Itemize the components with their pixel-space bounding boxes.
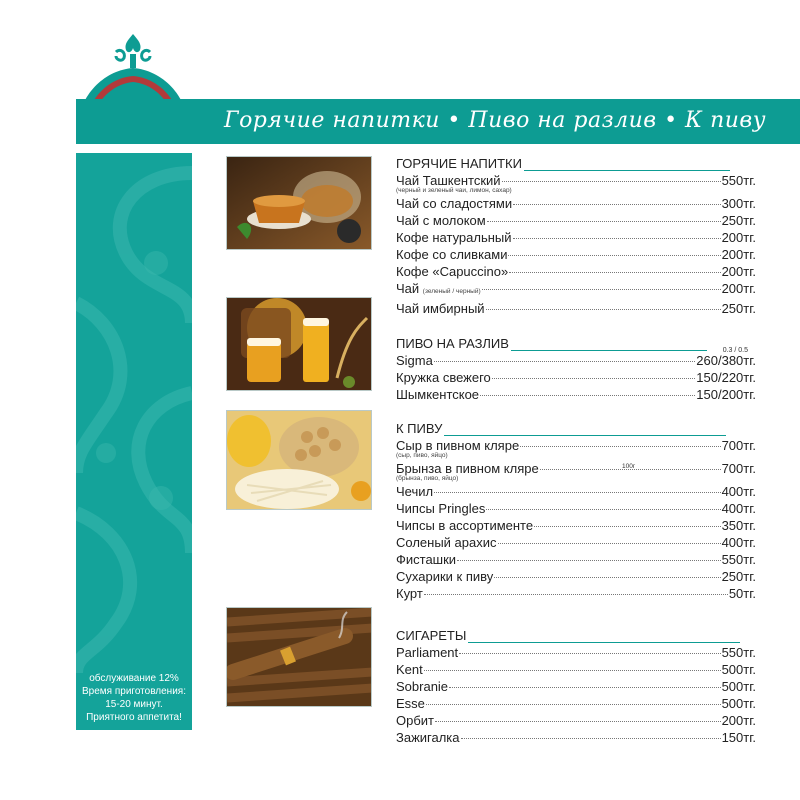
menu-item: Сыр в пивном кляре 700тг. bbox=[396, 438, 756, 453]
menu-item: Сухарики к пиву 250тг. bbox=[396, 569, 756, 584]
menu-item: Чечил 400тг. bbox=[396, 484, 756, 499]
menu-item: Sigma 260/380тг. bbox=[396, 353, 756, 368]
menu-item: Чай (зеленый / черный) 200тг. bbox=[396, 281, 756, 296]
menu-item: Фисташки 550тг. bbox=[396, 552, 756, 567]
swirl-pattern-icon bbox=[76, 153, 192, 730]
section-title: СИГАРЕТЫ bbox=[396, 628, 756, 644]
menu-item: Орбит 200тг. bbox=[396, 713, 756, 728]
section-cigarettes bbox=[396, 628, 756, 746]
beer-photo bbox=[226, 297, 372, 391]
section-hot-drinks bbox=[396, 156, 756, 317]
menu-item: Esse 500тг. bbox=[396, 696, 756, 711]
menu-item: Кофе «Capuccino» 200тг. bbox=[396, 264, 756, 279]
item-ingredients: (сыр, пиво, яйцо) bbox=[396, 452, 448, 459]
menu-item: Кофе натуральный 200тг. bbox=[396, 230, 756, 245]
menu-item: Кофе со сливками 200тг. bbox=[396, 247, 756, 262]
section-title: К ПИВУ bbox=[396, 421, 756, 437]
menu-item: Соленый арахис 400тг. bbox=[396, 535, 756, 550]
menu-item: Чай с молоком 250тг. bbox=[396, 213, 756, 228]
service-note: обслуживание 12% Время приготовления: 15-20 минут. Приятного аппетита! bbox=[81, 673, 186, 723]
section-snacks bbox=[396, 421, 756, 602]
menu-item: Курт 50тг. bbox=[396, 586, 756, 601]
menu-item: Parliament 550тг. bbox=[396, 645, 756, 660]
snacks-photo bbox=[226, 410, 372, 510]
menu-item: Шымкентское 150/200тг. bbox=[396, 387, 756, 402]
item-weight: 100г bbox=[622, 463, 636, 470]
menu-item: Чай Ташкентский 550тг. bbox=[396, 173, 756, 188]
menu-item: Чай со сладостями 300тг. bbox=[396, 196, 756, 211]
menu-item: Кружка свежего 150/220тг. bbox=[396, 370, 756, 385]
header-title: Горячие напитки • Пиво на разлив • К пиву bbox=[224, 108, 766, 133]
section-beer bbox=[396, 336, 756, 403]
menu-item: Брынза в пивном кляре 700тг. 100г bbox=[396, 460, 756, 477]
sidebar-decor bbox=[76, 153, 192, 730]
menu-item: Чай имбирный 250тг. bbox=[396, 301, 756, 316]
item-ingredients: (черный и зеленый чаи, лимон, сахар) bbox=[396, 187, 512, 194]
menu-item: Чипсы Pringles 400тг. bbox=[396, 501, 756, 516]
tea-photo bbox=[226, 156, 372, 250]
beer-volumes: 0.3 / 0.5 bbox=[722, 347, 748, 354]
section-title: ГОРЯЧИЕ НАПИТКИ bbox=[396, 156, 756, 172]
menu-item: Sobranie 500тг. bbox=[396, 679, 756, 694]
menu-item: Зажигалка 150тг. bbox=[396, 730, 756, 745]
menu-item: Kent 500тг. bbox=[396, 662, 756, 677]
header-ribbon bbox=[76, 99, 800, 144]
section-title: ПИВО НА РАЗЛИВ 0.3 / 0.5 bbox=[396, 336, 756, 352]
cigar-photo bbox=[226, 607, 372, 707]
item-ingredients: (брынза, пиво, яйцо) bbox=[396, 475, 459, 482]
menu-item: Чипсы в ассортименте 350тг. bbox=[396, 518, 756, 533]
